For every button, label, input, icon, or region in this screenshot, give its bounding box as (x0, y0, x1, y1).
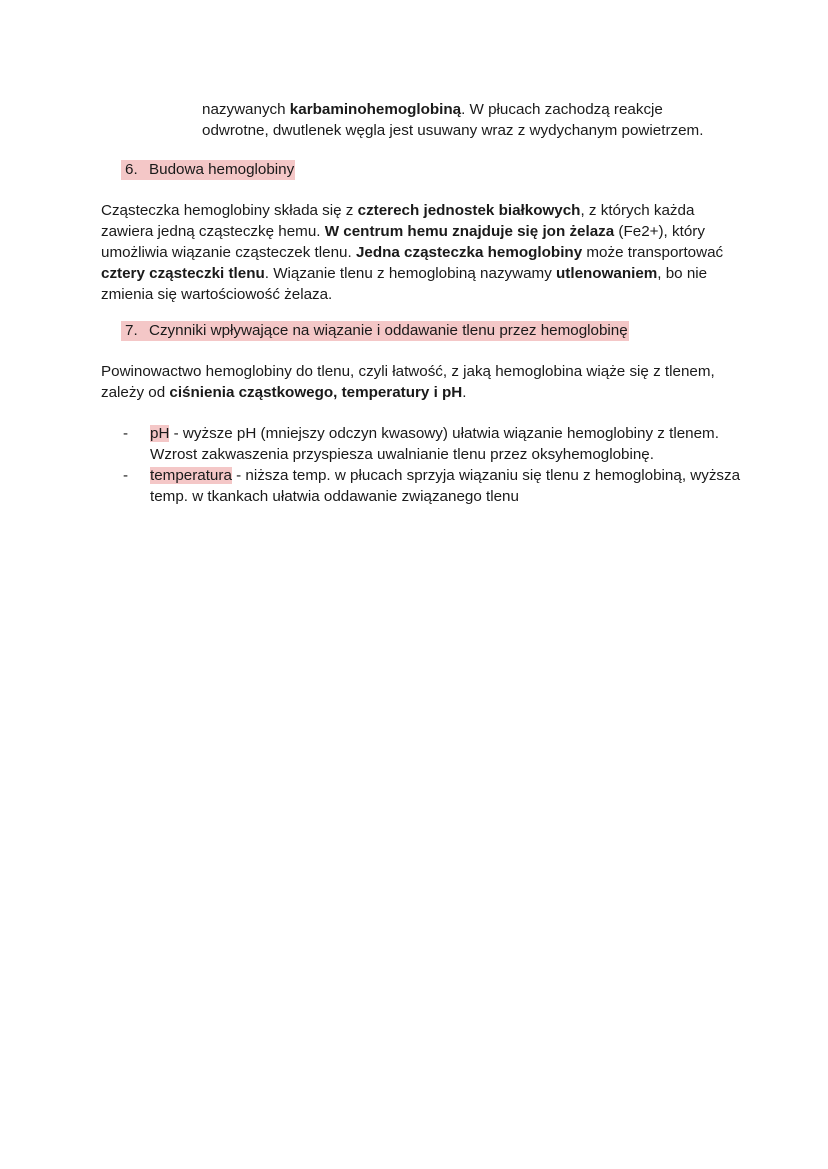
paragraph-text: , z których każda zawiera jedną cząsteczkę hemu. (101, 202, 695, 240)
section-6-highlight (125, 160, 295, 180)
list-item-text: - wyższe pH (mniejszy odczyn kwasowy) ułatwia wiązanie hemoglobiny z tlenem. Wzrost zakwaszenia przyspiesza uwalnianie tlenu przez oksyhemoglobinę. (150, 425, 719, 463)
paragraph-text: . Wiązanie tlenu z hemoglobiną nazywamy (264, 265, 557, 282)
section-7-highlight (125, 321, 629, 341)
paragraph-text: może transportować (582, 244, 724, 261)
list-term-highlight: temperatura (150, 467, 232, 484)
paragraph-text: , bo nie zmienia się wartościowość żelaza. (101, 265, 708, 303)
paragraph-bold: cztery cząsteczki tlenu (101, 265, 265, 282)
paragraph-bold: W centrum hemu znajduje się jon żelaza (324, 223, 615, 240)
list-item (101, 423, 761, 465)
list-dash: - (123, 425, 129, 442)
continuation-paragraph (202, 99, 762, 141)
section-7-number: 7. (125, 322, 138, 339)
section-7-paragraph (101, 361, 741, 403)
list-dash: - (123, 467, 129, 484)
section-6-heading (125, 159, 295, 181)
section-7-title: Czynniki wpływające na wiązanie i oddawanie tlenu przez hemoglobinę (149, 322, 628, 339)
paragraph-text: Powinowactwo hemoglobiny do tlenu, czyli łatwość, z jaką hemoglobina wiąże się z tlenem, zależy od (101, 363, 715, 401)
paragraph-text: (Fe2+), który umożliwia wiązanie cząsteczek tlenu. (101, 223, 705, 261)
continuation-text: odwrotne, dwutlenek węgla jest usuwany wraz z wydychanym powietrzem. (202, 122, 704, 139)
list-item (101, 465, 761, 507)
paragraph-text: Cząsteczka hemoglobiny składa się z (101, 202, 358, 219)
section-6-number: 6. (125, 161, 138, 178)
section-6-title: Budowa hemoglobiny (149, 161, 295, 178)
section-6-paragraph (101, 200, 741, 305)
paragraph-bold: Jedna cząsteczka hemoglobiny (355, 244, 583, 261)
paragraph-text: . (462, 384, 467, 401)
paragraph-bold: ciśnienia cząstkowego, temperatury i pH (169, 384, 463, 401)
continuation-text: nazywanych (202, 101, 290, 118)
continuation-text: . W płucach zachodzą reakcje (461, 101, 663, 118)
paragraph-bold: utlenowaniem (556, 265, 658, 282)
continuation-bold-term: karbaminohemoglobiną (289, 101, 462, 118)
list-item-text: - niższa temp. w płucach sprzyja wiązaniu się tlenu z hemoglobiną, wyższa temp. w tkankach ułatwia oddawanie związanego tlenu (150, 467, 741, 505)
section-7-heading (125, 320, 629, 342)
paragraph-bold: czterech jednostek białkowych (357, 202, 581, 219)
list-term-highlight: pH (150, 425, 170, 442)
factors-list (101, 423, 761, 507)
